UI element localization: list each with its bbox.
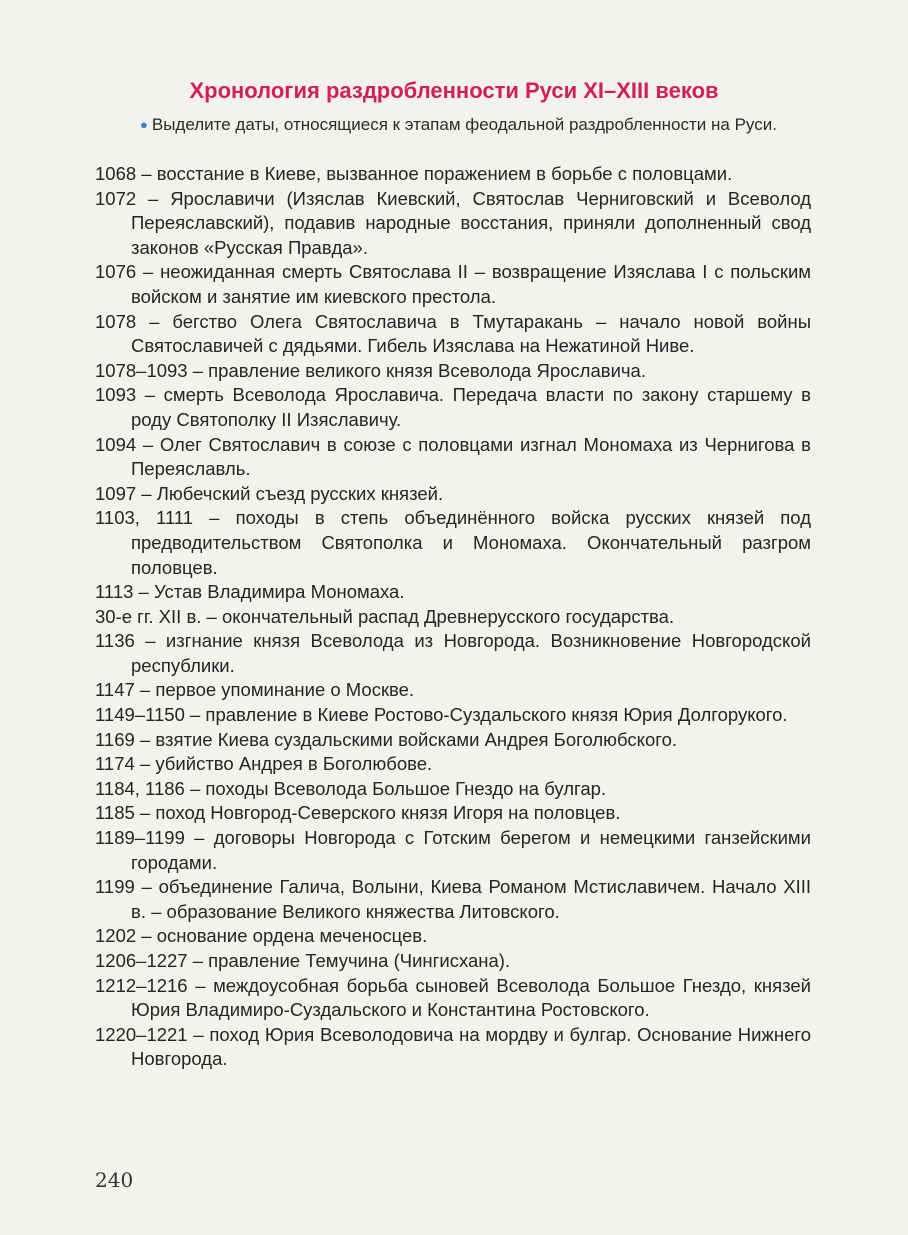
chronology-entry: 1169 – взятие Киева суздальскими войсками Андрея Боголюбского. bbox=[95, 728, 678, 750]
chronology-entry: 1189–1199 – договоры Новгорода с Готским берегом и немецкими ганзейскими городами. bbox=[95, 827, 811, 873]
chronology-entry: 1149–1150 – правление в Киеве Ростово-Суздальского князя Юрия Долгорукого. bbox=[95, 704, 788, 726]
chronology-entry: 30-е гг. XII в. – окончательный распад Древнерусского государства. bbox=[95, 605, 675, 627]
chronology-list bbox=[95, 162, 811, 1072]
chronology-entry: 1097 – Любечский съезд русских князей. bbox=[95, 482, 444, 504]
bullet-icon: ● bbox=[140, 117, 148, 132]
chronology-entry: 1076 – неожиданная смерть Святослава II – возвращение Изяслава I с польским войском и занятие им киевского престола. bbox=[95, 261, 811, 307]
chronology-entry: 1068 – восстание в Киеве, вызванное поражением в борьбе с половцами. bbox=[95, 163, 733, 184]
chronology-entry: 1212–1216 – междоусобная борьба сыновей Всеволода Большое Гнездо, князей Юрия Владимиро-Суздальского и Константина Ростовского. bbox=[95, 974, 811, 1021]
chronology-entry: 1078 – бегство Олега Святославича в Тмутаракань – начало новой войны Святославичей с дядьями. Гибель Изяслава на Нежатиной Ниве. bbox=[95, 310, 811, 357]
chronology-entry: 1220–1221 – поход Юрия Всеволодовича на мордву и булгар. Основание Нижнего Новгорода. bbox=[95, 1023, 811, 1070]
chronology-entry: 1199 – объединение Галича, Волыни, Киева Романом Мстиславичем. Начало XIII в. – образование Великого княжества Литовского. bbox=[95, 876, 811, 922]
chronology-entry: 1206–1227 – правление Темучина (Чингисхана). bbox=[95, 950, 511, 971]
chronology-entry: 1136 – изгнание князя Всеволода из Новгорода. Возникновение Новгородской республики. bbox=[95, 630, 811, 676]
chronology-entry: 1113 – Устав Владимира Мономаха. bbox=[95, 581, 405, 603]
chronology-entry: 1093 – смерть Всеволода Ярославича. Передача власти по закону старшему в роду Святополку II Изяславичу. bbox=[95, 384, 811, 430]
chronology-entry: 1174 – убийство Андрея в Боголюбове. bbox=[95, 753, 433, 775]
task-instruction bbox=[140, 114, 820, 135]
chronology-entry: 1094 – Олег Святославич в союзе с половцами изгнал Мономаха из Чернигова в Переяславль. bbox=[95, 433, 811, 480]
instruction-text: Выделите даты, относящиеся к этапам феодальной раздробленности на Руси. bbox=[151, 115, 777, 134]
chronology-entry: 1147 – первое упоминание о Москве. bbox=[95, 679, 415, 701]
chronology-entry: 1072 – Ярославичи (Изяслав Киевский, Святослав Черниговский и Всеволод Переяславский), подавив народные восстания, приняли дополненный свод законов «Русская Правда». bbox=[95, 187, 811, 258]
chronology-entry: 1184, 1186 – походы Всеволода Большое Гнездо на булгар. bbox=[95, 777, 607, 799]
chronology-entry: 1103, 1111 – походы в степь объединённого войска русских князей под предводительством Святополка и Мономаха. Окончательный разгром половцев. bbox=[95, 507, 811, 578]
chronology-entry: 1185 – поход Новгород-Северского князя Игоря на половцев. bbox=[95, 802, 621, 824]
chronology-entry: 1078–1093 – правление великого князя Всеволода Ярославича. bbox=[95, 359, 646, 381]
page-title: Хронология раздробленности Руси XI–XIII веков bbox=[189, 78, 719, 103]
chronology-entry: 1202 – основание ордена меченосцев. bbox=[95, 925, 428, 947]
page-number: 240 bbox=[95, 1168, 134, 1192]
